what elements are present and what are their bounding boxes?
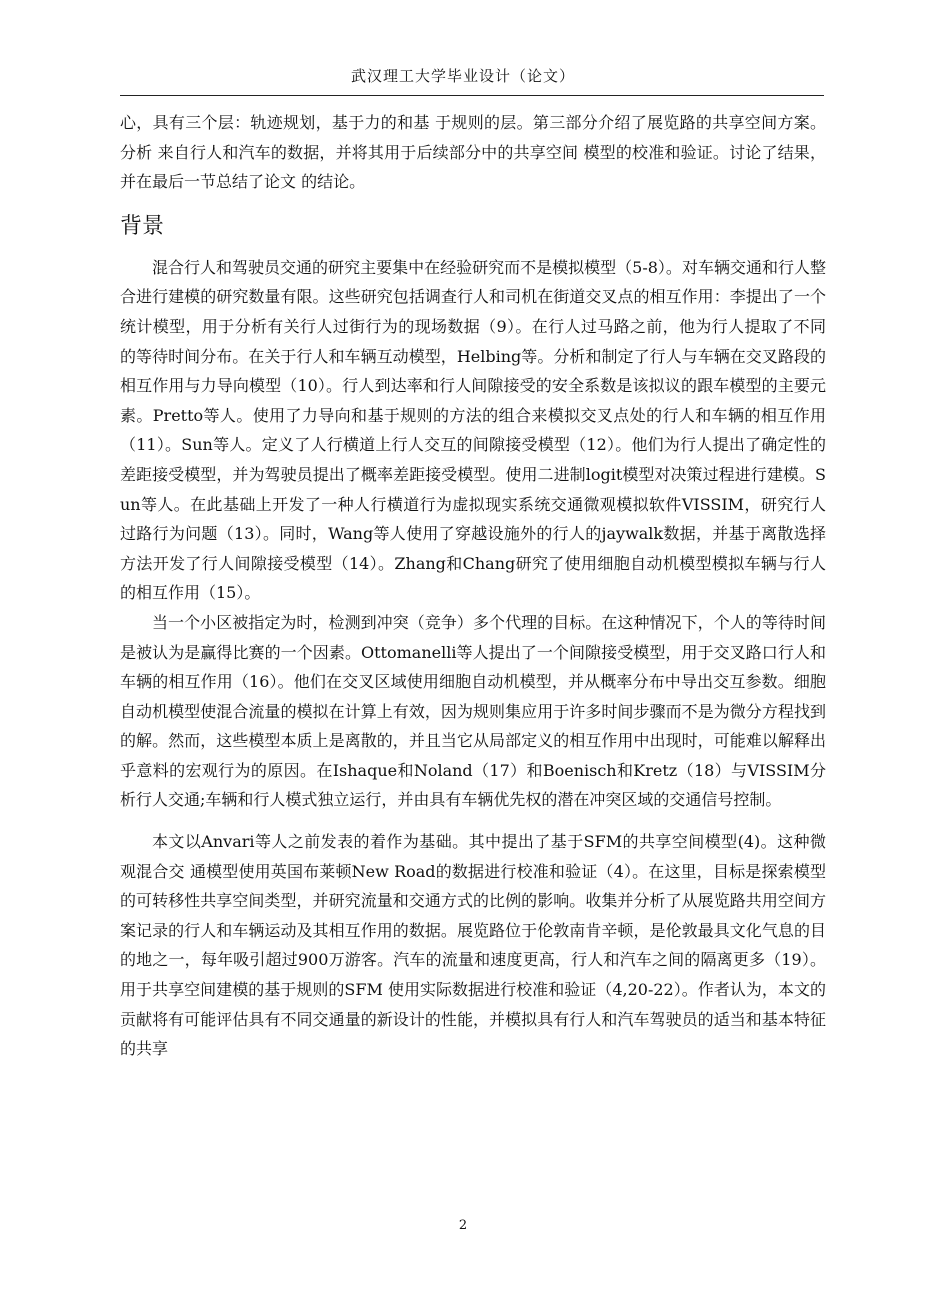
intro-paragraph: 心，具有三个层：轨迹规划，基于力的和基 于规则的层。第三部分介绍了展览路的共享空间方案。分析 来自行人和汽车的数据，并将其用于后续部分中的共享空间 模型的校准和验证。讨论了结果，并在最后一节总结了论文 的结论。 (120, 113, 826, 192)
body-paragraph: 当一个小区被指定为时，检测到冲突（竞争）多个代理的目标。在这种情况下，个人的等待时间是被认为是赢得比赛的一个因素。Ottomanelli等人提出了一个间隙接受模型，用于交叉路口行人和车辆的相互作用（16）。他们在交叉区域使用细胞自动机模型，并从概率分布中导出交互参数。细胞自动机模型使混合流量的模拟在计算上有效，因为规则集应用于许多时间步骤而不是为微分方程找到的解。然而，这些模型本质上是离散的，并且当它从局部定义的相互作用中出现时，可能难以解释出乎意料的宏观行为的原因。在Ishaque和Noland（17）和Boenisch和Kretz（18）与VISSIM分析行人交通;车辆和行人模式独立运行，并由具有车辆优先权的潜在冲突区域的交通信号控制。 (120, 612, 826, 810)
page-number: 2 (458, 1218, 468, 1233)
header-divider (120, 95, 824, 96)
page-header: 武汉理工大学毕业设计（论文） (350, 67, 575, 85)
page-body (120, 108, 826, 1064)
section-heading: 背景 (120, 213, 165, 239)
body-paragraph: 混合行人和驾驶员交通的研究主要集中在经验研究而不是模拟模型（5-8）。对车辆交通和行人整合进行建模的研究数量有限。这些研究包括调查行人和司机在街道交叉点的相互作用：李提出了一个统计模型，用于分析有关行人过街行为的现场数据（9）。在行人过马路之前，他为行人提取了不同的等待时间分布。在关于行人和车辆互动模型，Helbing等。分析和制定了行人与车辆在交叉路段的相互作用与力导向模型（10）。行人到达率和行人间隙接受的安全系数是该拟议的跟车模型的主要元素。Pretto等人。使用了力导向和基于规则的方法的组合来模拟交叉点处的行人和车辆的相互作用（11）。Sun等人。定义了人行横道上行人交互的间隙接受模型（12）。他们为行人提出了确定性的差距接受模型，并为驾驶员提出了概率差距接受模型。使用二进制logit模型对决策过程进行建模。Sun等人。在此基础上开发了一种人行横道行为虚拟现实系统交通微观模拟软件VISSIM，研究行人过路行为问题（13）。同时，Wang等人使用了穿越设施外的行人的jaywalk数据，并基于离散选择方法开发了行人间隙接受模型（14）。Zhang和Chang研究了使用细胞自动机模型模拟车辆与行人的相互作用（15）。 (120, 257, 826, 603)
paragraph-gap (120, 815, 826, 827)
body-paragraph: 本文以Anvari等人之前发表的着作为基础。其中提出了基于SFM的共享空间模型(4)。这种微观混合交 通模型使用英国布莱顿New Road的数据进行校准和验证（4）。在这里，目标是探索模型的可转移性共享空间类型，并研究流量和交通方式的比例的影响。收集并分析了从展览路共用空间方案记录的行人和车辆运动及其相互作用的数据。展览路位于伦敦南肯辛顿，是伦敦最具文化气息的目的地之一，每年吸引超过900万游客。汽车的流量和速度更高，行人和汽车之间的隔离更多（19）。用于共享空间建模的基于规则的SFM 使用实际数据进行校准和验证（4,20-22）。作者认为，本文的贡献将有可能评估具有不同交通量的新设计的性能，并模拟具有行人和汽车驾驶员的适当和基本特征的共享 (120, 832, 826, 1059)
